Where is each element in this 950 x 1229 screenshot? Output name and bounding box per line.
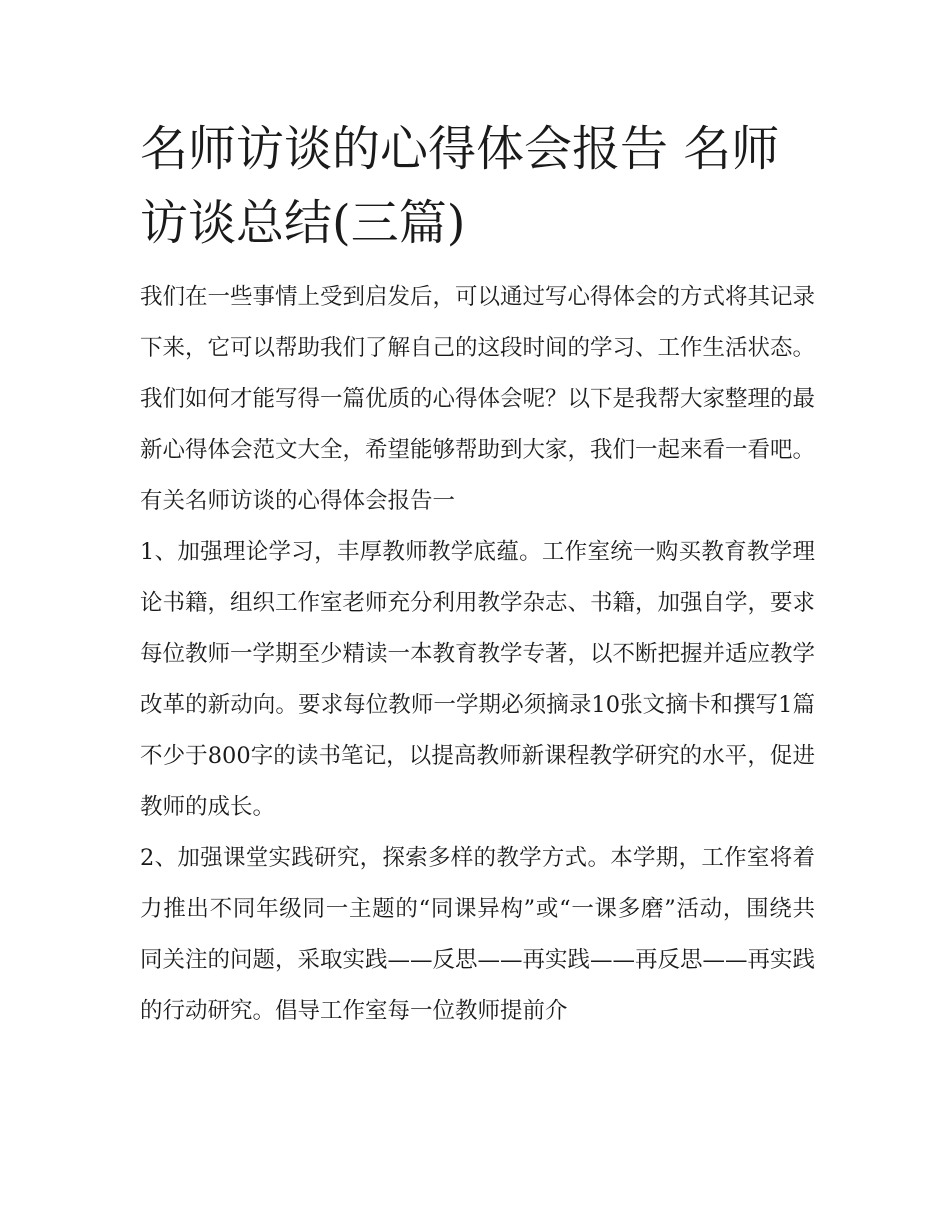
document-page xyxy=(140,112,815,1037)
body-paragraph-2: 2、加强课堂实践研究，探索多样的教学方式。本学期，工作室将着力推出不同年级同一主题的“同课异构”或“一课多磨”活动，围绕共同关注的问题，采取实践——反思——再实践——再反思——再实践的行动研究。倡导工作室每一位教师提前介 xyxy=(140,845,816,1024)
document-title: 名师访谈的心得体会报告 名师访谈总结(三篇) xyxy=(140,121,780,251)
body-paragraph-1: 1、加强理论学习，丰厚教师教学底蕴。工作室统一购买教育教学理论书籍，组织工作室老师充分利用教学杂志、书籍，加强自学，要求每位教师一学期至少精读一本教育教学专著，以不断把握并适应教学改革的新动向。要求每位教师一学期必须摘录10张文摘卡和撰写1篇不少于800字的读书笔记，以提高教师新课程教学研究的水平，促进教师的成长。 xyxy=(140,539,816,820)
intro-paragraph: 我们在一些事情上受到启发后，可以通过写心得体会的方式将其记录下来，它可以帮助我们了解自己的这段时间的学习、工作生活状态。我们如何才能写得一篇优质的心得体会呢？以下是我帮大家整理的最新心得体会范文大全，希望能够帮助到大家，我们一起来看一看吧。 xyxy=(140,284,816,463)
section-heading: 有关名师访谈的心得体会报告一 xyxy=(140,488,456,514)
